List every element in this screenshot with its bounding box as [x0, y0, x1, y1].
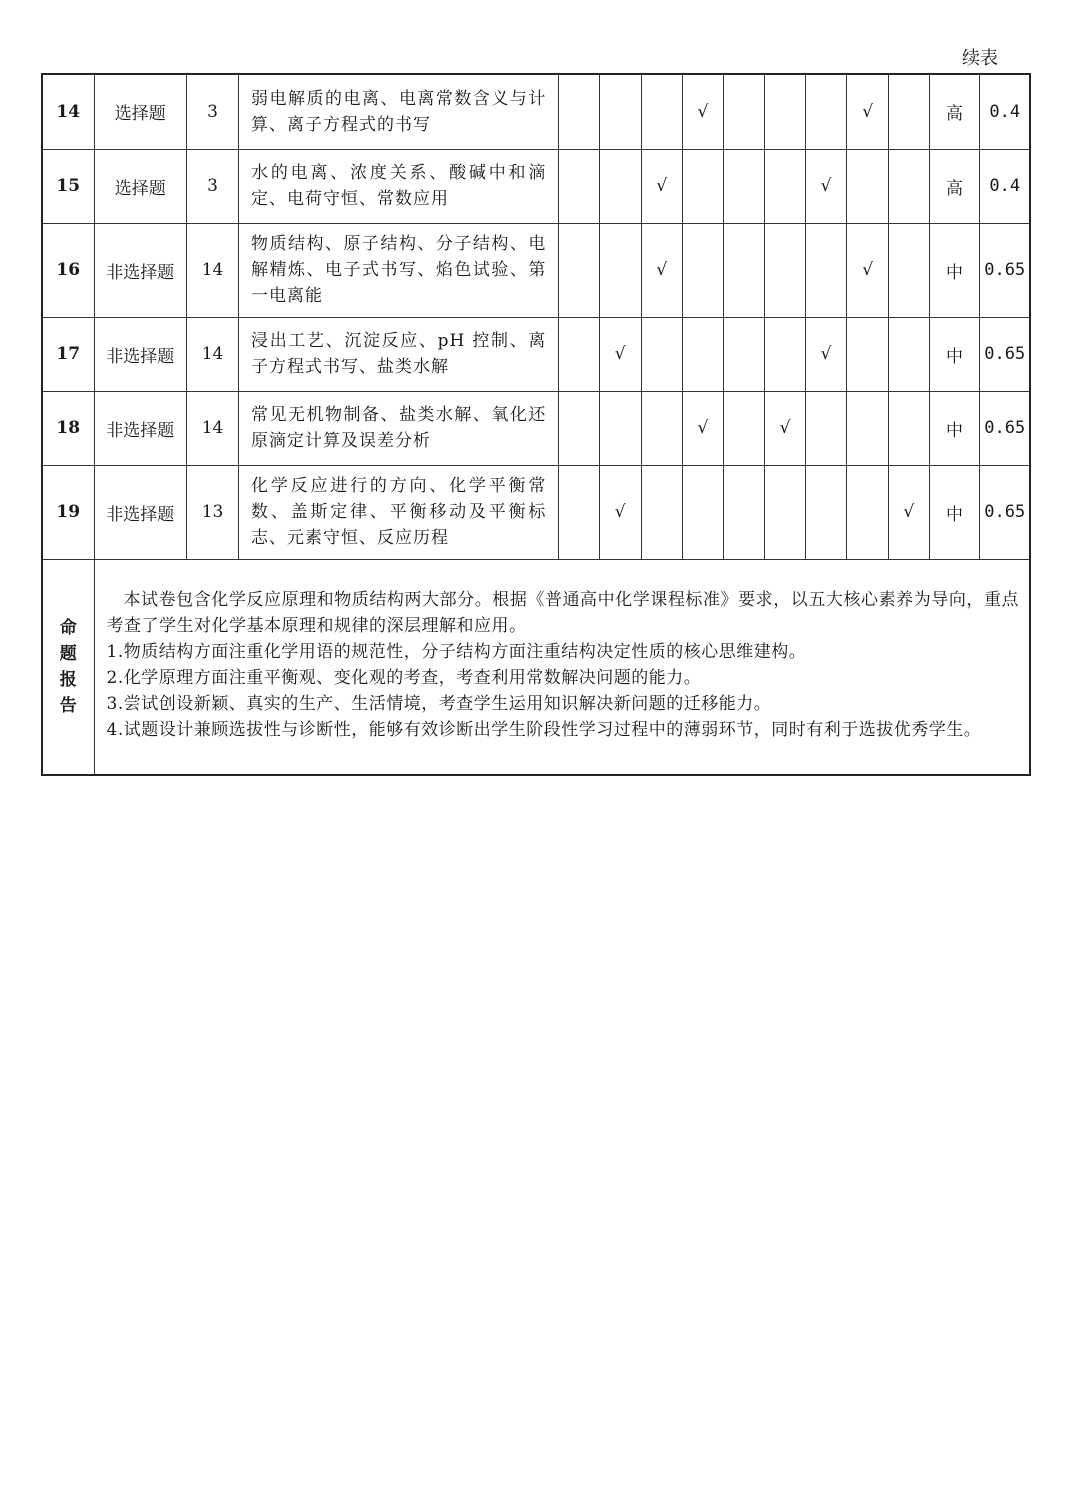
check-cell: √ — [683, 391, 724, 465]
difficulty-coefficient: 0.65 — [980, 223, 1030, 317]
question-score: 14 — [187, 391, 239, 465]
check-cell — [641, 391, 683, 465]
check-cell — [888, 391, 929, 465]
check-cell — [559, 74, 600, 149]
check-cell: √ — [683, 74, 724, 149]
difficulty-coefficient: 0.65 — [980, 465, 1030, 559]
check-cell — [559, 149, 600, 223]
question-type: 非选择题 — [94, 391, 187, 465]
check-cell — [683, 465, 724, 559]
question-score: 14 — [187, 223, 239, 317]
check-cell — [888, 223, 929, 317]
table-row — [42, 317, 1030, 391]
report-label-char: 告 — [59, 695, 77, 716]
report-point: 1.物质结构方面注重化学用语的规范性，分子结构方面注重结构决定性质的核心思维建构。 — [106, 641, 807, 662]
check-cell: √ — [599, 465, 641, 559]
question-score: 14 — [187, 317, 239, 391]
check-cell: √ — [805, 317, 847, 391]
check-cell — [888, 317, 929, 391]
check-cell — [723, 223, 765, 317]
check-cell — [559, 465, 600, 559]
difficulty-coefficient: 0.4 — [980, 149, 1030, 223]
report-intro: 本试卷包含化学反应原理和物质结构两大部分。根据《普通高中化学课程标准》要求，以五大核心素养为导向，重点考查了学生对化学基本原理和规律的深层理解和应用。 — [106, 589, 1019, 636]
check-cell — [599, 149, 641, 223]
difficulty: 中 — [929, 223, 980, 317]
check-cell — [641, 465, 683, 559]
check-cell — [723, 149, 765, 223]
table-row — [42, 149, 1030, 223]
continuation-label: 续表 — [962, 48, 998, 69]
check-cell — [765, 149, 806, 223]
check-cell — [723, 391, 765, 465]
report-label — [42, 559, 94, 775]
check-cell — [765, 317, 806, 391]
difficulty: 高 — [929, 149, 980, 223]
check-cell — [559, 317, 600, 391]
table-row — [42, 223, 1030, 317]
check-cell — [599, 391, 641, 465]
question-number: 19 — [42, 465, 94, 559]
check-cell — [765, 223, 806, 317]
check-cell — [847, 149, 889, 223]
report-label-char: 题 — [59, 643, 77, 664]
table-body — [42, 74, 1030, 775]
difficulty-coefficient: 0.65 — [980, 391, 1030, 465]
question-number: 15 — [42, 149, 94, 223]
check-cell: √ — [641, 223, 683, 317]
question-type: 选择题 — [94, 149, 187, 223]
check-cell: √ — [888, 465, 929, 559]
report-label-char: 报 — [59, 669, 77, 690]
question-number: 18 — [42, 391, 94, 465]
check-cell — [847, 317, 889, 391]
check-cell — [805, 223, 847, 317]
report-point: 2.化学原理方面注重平衡观、变化观的考查，考查利用常数解决问题的能力。 — [106, 667, 702, 688]
knowledge-points: 弱电解质的电离、电离常数含义与计算、离子方程式的书写 — [239, 74, 559, 149]
exam-analysis-table — [41, 73, 1031, 776]
check-cell — [723, 465, 765, 559]
check-cell — [683, 149, 724, 223]
check-cell — [683, 317, 724, 391]
report-row — [42, 559, 1030, 775]
knowledge-points: 物质结构、原子结构、分子结构、电解精炼、电子式书写、焰色试验、第一电离能 — [239, 223, 559, 317]
check-cell — [805, 391, 847, 465]
knowledge-points: 浸出工艺、沉淀反应、pH 控制、离子方程式书写、盐类水解 — [239, 317, 559, 391]
question-type: 选择题 — [94, 74, 187, 149]
check-cell: √ — [599, 317, 641, 391]
check-cell — [641, 74, 683, 149]
question-number: 17 — [42, 317, 94, 391]
check-cell — [683, 223, 724, 317]
check-cell — [888, 149, 929, 223]
check-cell — [599, 223, 641, 317]
check-cell — [723, 74, 765, 149]
question-score: 13 — [187, 465, 239, 559]
question-number: 14 — [42, 74, 94, 149]
knowledge-points: 水的电离、浓度关系、酸碱中和滴定、电荷守恒、常数应用 — [239, 149, 559, 223]
check-cell — [888, 74, 929, 149]
difficulty: 高 — [929, 74, 980, 149]
question-type: 非选择题 — [94, 223, 187, 317]
table-row — [42, 465, 1030, 559]
difficulty-coefficient: 0.65 — [980, 317, 1030, 391]
check-cell — [805, 74, 847, 149]
question-type: 非选择题 — [94, 465, 187, 559]
report-point: 4.试题设计兼顾选拔性与诊断性，能够有效诊断出学生阶段性学习过程中的薄弱环节，同时有利于选拔优秀学生。 — [106, 719, 982, 740]
difficulty-coefficient: 0.4 — [980, 74, 1030, 149]
check-cell — [847, 391, 889, 465]
knowledge-points: 化学反应进行的方向、化学平衡常数、盖斯定律、平衡移动及平衡标志、元素守恒、反应历程 — [239, 465, 559, 559]
check-cell: √ — [765, 391, 806, 465]
check-cell — [723, 317, 765, 391]
check-cell: √ — [847, 223, 889, 317]
check-cell — [847, 465, 889, 559]
question-type: 非选择题 — [94, 317, 187, 391]
check-cell — [599, 74, 641, 149]
difficulty: 中 — [929, 465, 980, 559]
check-cell: √ — [805, 149, 847, 223]
question-score: 3 — [187, 149, 239, 223]
check-cell — [559, 391, 600, 465]
check-cell — [805, 465, 847, 559]
knowledge-points: 常见无机物制备、盐类水解、氧化还原滴定计算及误差分析 — [239, 391, 559, 465]
difficulty: 中 — [929, 317, 980, 391]
check-cell: √ — [847, 74, 889, 149]
check-cell — [765, 74, 806, 149]
report-point: 3.尝试创设新颖、真实的生产、生活情境，考查学生运用知识解决新问题的迁移能力。 — [106, 693, 772, 714]
check-cell — [559, 223, 600, 317]
question-score: 3 — [187, 74, 239, 149]
check-cell: √ — [641, 149, 683, 223]
report-content — [94, 559, 1030, 775]
difficulty: 中 — [929, 391, 980, 465]
table-row — [42, 391, 1030, 465]
question-number: 16 — [42, 223, 94, 317]
check-cell — [765, 465, 806, 559]
report-label-char: 命 — [59, 617, 77, 638]
table-row — [42, 74, 1030, 149]
check-cell — [641, 317, 683, 391]
